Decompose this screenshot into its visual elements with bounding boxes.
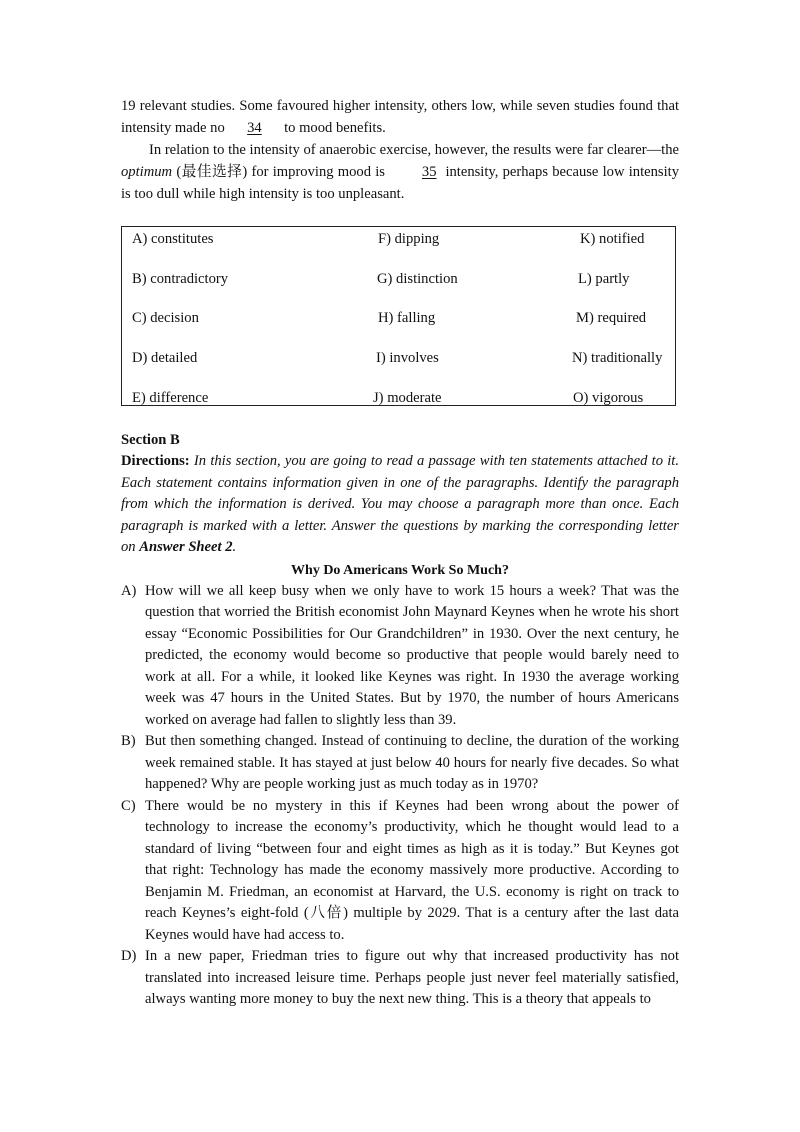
option-item: B) contradictory xyxy=(132,271,229,287)
fragment-text: for improving mood is xyxy=(251,164,385,180)
option-item: G) distinction xyxy=(377,271,458,287)
page-content xyxy=(121,95,679,1011)
passage-paragraph-a xyxy=(121,581,679,732)
passage-paragraph-d xyxy=(121,946,679,1011)
option-item: O) vigorous xyxy=(573,390,644,406)
option-item: N) traditionally xyxy=(572,350,663,366)
fragment-paragraph-1 xyxy=(121,95,679,139)
passage-paragraph-c xyxy=(121,796,679,947)
directions-text: In this section, you are going to read a passage with ten statements attached to it. Each statement contains information given in one of the paragraphs. Identify the paragraph from which the information is derived. You may choose a paragraph more than once. Each paragraph is marked with a letter. Answer the questions by marking the corresponding letter on xyxy=(121,453,680,555)
option-item: J) moderate xyxy=(373,390,442,406)
passage-paragraph-b xyxy=(121,731,679,796)
option-item: K) notified xyxy=(580,231,645,247)
directions xyxy=(121,451,679,559)
option-item: I) involves xyxy=(376,350,439,366)
paragraph-text: In a new paper, Friedman tries to figure out why that increased productivity has not translated into increased leisure time. Perhaps people just never feel materially satisfied, always wanting more money to buy the next new thing. This is a theory that appeals to xyxy=(145,948,679,1007)
blank-34: 34 xyxy=(247,120,262,136)
option-item: M) required xyxy=(576,310,647,326)
paragraph-text: How will we all keep busy when we only have to work 15 hours a week? That was the question that worried the British economist John Maynard Keynes when he wrote his short essay “Economic Possibilities for Our Grandchildren” in 1930. Over the next century, he predicted, the economy would become so productive that people would barely need to work at all. For a while, it looked like Keynes was right. In 1930 the average working week was 47 hours in the United States. But by 1970, the number of hours Americans worked on average had fallen to slightly less than 39. xyxy=(145,582,679,728)
option-item: F) dipping xyxy=(378,231,440,247)
section-title: Section B xyxy=(121,432,180,448)
paragraph-letter: A) xyxy=(121,582,137,599)
option-item: L) partly xyxy=(578,271,630,287)
section-b xyxy=(121,429,679,1011)
chinese-gloss: (最佳选择) xyxy=(176,164,248,180)
word-bank-box xyxy=(121,226,676,406)
directions-period: . xyxy=(232,539,237,555)
blank-35: 35 xyxy=(421,164,437,180)
paragraph-letter: C) xyxy=(121,797,136,814)
directions-label: Directions: xyxy=(121,453,190,469)
option-item: C) decision xyxy=(132,310,199,326)
fragment-text: intensity, perhaps because low intensity is too dull while high intensity is too unpleasant. xyxy=(121,164,680,202)
option-item: D) detailed xyxy=(132,350,198,366)
fragment-text: 19 relevant studies. Some favoured higher intensity, others low, while seven studies found that intensity made no xyxy=(121,98,679,136)
option-item: A) constitutes xyxy=(132,231,214,247)
paragraph-letter: D) xyxy=(121,948,137,964)
passage-title: Why Do Americans Work So Much? xyxy=(291,562,509,578)
paragraph-text: But then something changed. Instead of continuing to decline, the duration of the working week remained stable. It has stayed at just below 40 hours for nearly five decades. So what happened? Why are people working just as much today as in 1970? xyxy=(145,733,679,792)
answer-sheet-label: Answer Sheet 2 xyxy=(139,539,233,555)
option-item: H) falling xyxy=(378,310,436,326)
fragment-paragraph-2 xyxy=(121,139,679,205)
paragraph-letter: B) xyxy=(121,733,136,749)
optimum-term: optimum xyxy=(121,164,173,180)
paragraph-text: There would be no mystery in this if Keynes had been wrong about the power of technology to increase the economy’s productivity, which he thought would lead to a standard of living “between four and eight times as high as it is today.” But Keynes got that right: Technology has made the economy massively more productive. According to Benjamin M. Friedman, an economist at Harvard, the U.S. economy is right on track to reach Keynes’s eight-fold (八倍) multiple by 2029. That is a century after the last data Keynes would have had access to. xyxy=(145,797,679,943)
fragment-text: to mood benefits. xyxy=(284,120,386,136)
option-item: E) difference xyxy=(132,390,209,406)
fragment-text: In relation to the intensity of anaerobic exercise, however, the results were far clearer—the xyxy=(149,142,679,158)
